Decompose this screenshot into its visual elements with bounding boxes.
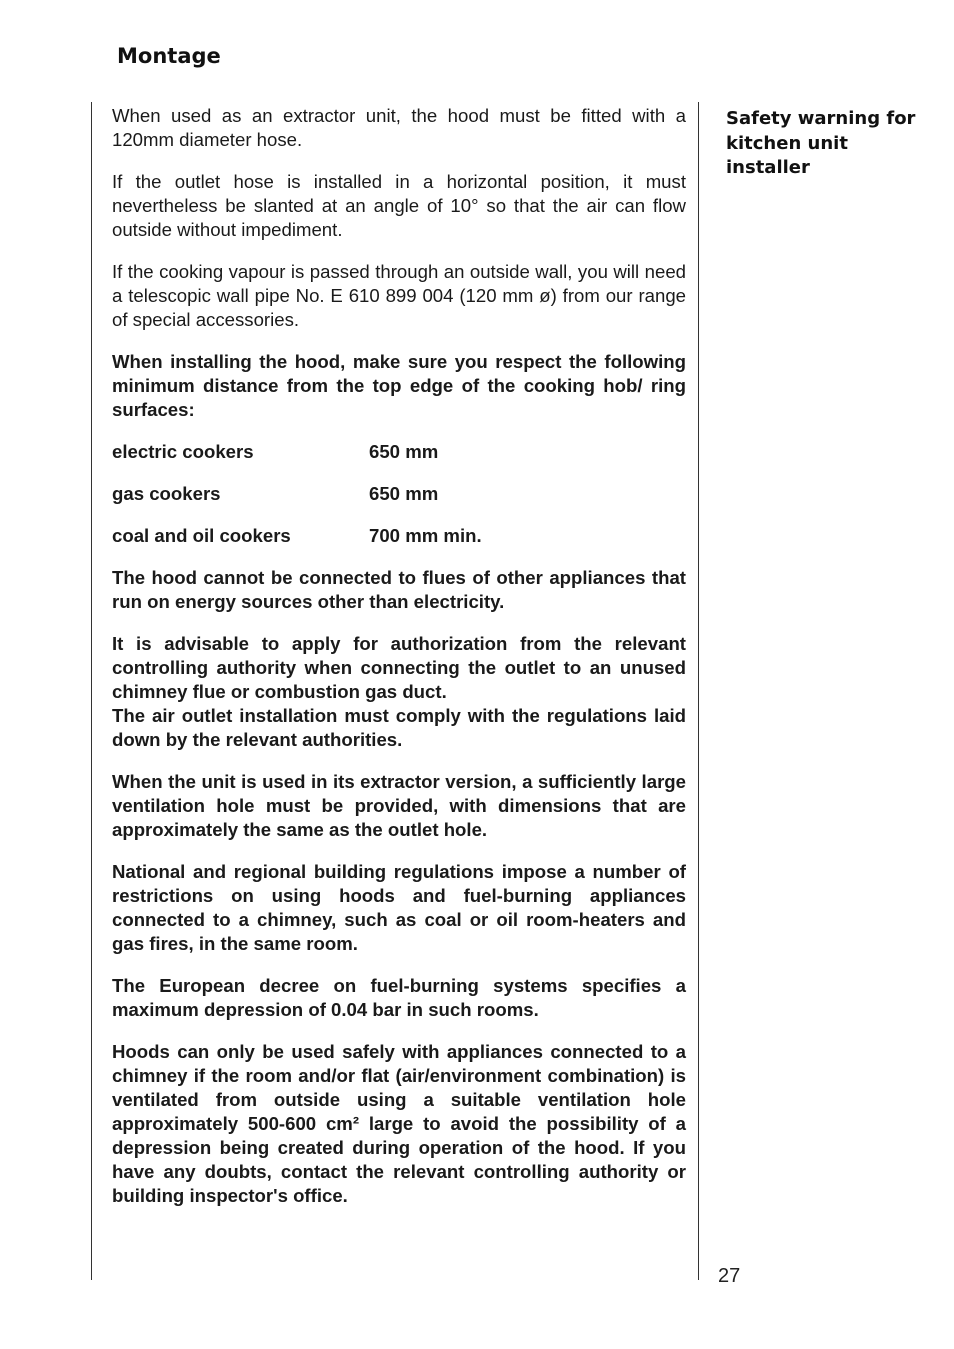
distance-table: [112, 440, 686, 548]
page-number: 27: [718, 1265, 741, 1287]
paragraph-wall-pipe: If the cooking vapour is passed through an outside wall, you will need a telescopic wall pipe No. E 610 899 004 (120 mm ø) from our range of special accessories.: [112, 261, 686, 330]
distance-row: [112, 482, 686, 506]
paragraph-flues: The hood cannot be connected to flues of other appliances that run on energy sources other than electricity.: [112, 567, 686, 612]
paragraph-authorization: It is advisable to apply for authorization from the relevant controlling authority when connecting the outlet to an unused chimney flue or combustion gas duct.: [112, 633, 686, 702]
distance-value: 700 mm min.: [369, 525, 482, 546]
paragraph-hose-diameter: When used as an extractor unit, the hood must be fitted with a 120mm diameter hose.: [112, 105, 686, 150]
main-text-column: [112, 104, 686, 1226]
paragraph-minimum-distance: When installing the hood, make sure you respect the following minimum distance from the top edge of the cooking hob/ ring surfaces:: [112, 351, 686, 420]
page-title: Montage: [117, 44, 221, 68]
sidebar-heading: Safety warning for kitchen unit installer: [726, 108, 916, 178]
left-margin-rule: [91, 102, 92, 1280]
paragraph-regulations: The air outlet installation must comply with the regulations laid down by the relevant authorities.: [112, 705, 686, 750]
distance-row: [112, 524, 686, 548]
paragraph-hose-slant: If the outlet hose is installed in a horizontal position, it must nevertheless be slanted at an angle of 10° so that the air can flow outside without impediment.: [112, 171, 686, 240]
distance-label: coal and oil cookers: [112, 525, 291, 546]
distance-value: 650 mm: [369, 483, 439, 504]
distance-row: [112, 440, 686, 464]
distance-label: gas cookers: [112, 483, 221, 504]
paragraph-ventilation-hole: When the unit is used in its extractor version, a sufficiently large ventilation hole must be provided, with dimensions that are approximately the same as the outlet hole.: [112, 771, 686, 840]
distance-label: electric cookers: [112, 441, 254, 462]
distance-value: 650 mm: [369, 441, 439, 462]
paragraph-building-regulations: National and regional building regulations impose a number of restrictions on using hoods and fuel-burning appliances connected to a chimney, such as coal or oil room-heaters and gas fires, in the same room.: [112, 861, 686, 954]
paragraph-safe-use: Hoods can only be used safely with appliances connected to a chimney if the room and/or flat (air/environment combination) is ventilated from outside using a suitable ventilation hole approximately 500-600 cm² large to avoid the possibility of a depression being created during operation of the hood. If you have any doubts, contact the relevant controlling authority or building inspector's office.: [112, 1041, 686, 1206]
right-column-rule: [698, 102, 699, 1280]
paragraph-european-decree: The European decree on fuel-burning systems specifies a maximum depression of 0.04 bar in such rooms.: [112, 975, 686, 1020]
